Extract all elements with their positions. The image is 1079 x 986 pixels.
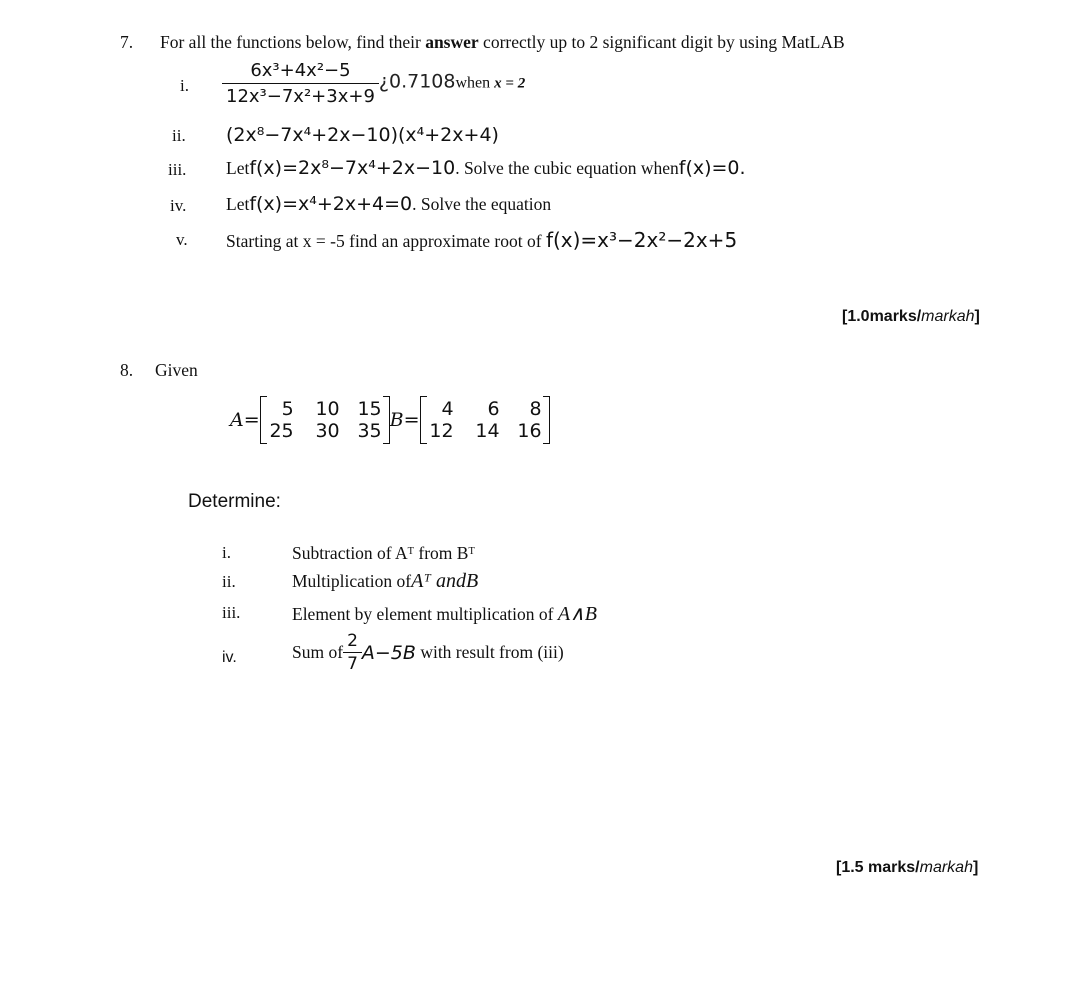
q8-item-iii-text (292, 601, 597, 626)
q7-item-v-text (226, 228, 737, 252)
q7-item-iv-let: Let (226, 194, 250, 214)
q8-matrix-a-cell: 15 (357, 398, 382, 420)
q7-item-iii-label: iii. (168, 160, 187, 179)
q8-item-iv-frac-num: 2 (347, 631, 358, 651)
q8-matrix-b-cell: 12 (429, 420, 454, 442)
q8-item-iii-label: iii. (222, 603, 241, 622)
q7-item-iii-function: f(x)=2x⁸−7x⁴+2x−10 (249, 157, 456, 179)
q8-matrix-b-cell: 16 (517, 420, 542, 442)
q8-number: 8. (120, 360, 134, 380)
q8-given: Given (155, 360, 198, 380)
q7-marks-bold: [1.0marks/ (842, 308, 922, 325)
q7-item-i-when: when (455, 74, 495, 92)
q8-matrix-b-cell: 14 (475, 420, 500, 442)
q7-item-iv-post: . Solve the equation (412, 194, 552, 214)
q7-item-i-value: ¿0.7108 (378, 70, 456, 93)
q7-item-v-label: v. (176, 230, 188, 249)
q8-item-ii-text (292, 570, 478, 593)
q8-marks-end: ] (972, 859, 979, 876)
q8-matrix-b-label: B= (389, 409, 420, 431)
q7-intro-post: correctly up to 2 significant digit by using MatLAB (478, 32, 845, 52)
q7-item-i-label: i. (180, 76, 189, 95)
q7-number: 7. (120, 32, 134, 52)
q7-item-iii-text (226, 157, 746, 179)
q8-marks (836, 859, 978, 877)
q8-matrix-a (260, 396, 390, 444)
q8-matrix-b (420, 396, 550, 444)
q8-item-iv-label: iv. (222, 649, 237, 666)
q8-item-iv-math: A−5B (361, 641, 416, 664)
q7-item-iv-text (226, 193, 551, 215)
q8-matrices (230, 396, 550, 444)
q8-matrix-a-cell: 10 (315, 398, 340, 420)
q8-item-iv-post: with result from (iii) (415, 642, 564, 662)
q8-item-iv-pre: Sum of (292, 642, 344, 662)
q8-matrix-a-cell: 30 (315, 420, 340, 442)
q8-matrix-b-cell: 4 (441, 398, 454, 420)
q8-matrix-b-cell: 8 (529, 398, 542, 420)
q8-item-iv-frac-den: 7 (343, 652, 362, 673)
q7-marks (842, 308, 980, 326)
q8-determine: Determine: (188, 491, 281, 512)
q8-marks-italic: markah (919, 859, 973, 876)
q8-item-i-text: Subtraction of Aᵀ from Bᵀ (292, 543, 475, 563)
q7-item-iv-function: f(x)=x⁴+2x+4=0 (249, 193, 413, 215)
q7-item-i-denominator: 12x³−7x²+3x+9 (222, 83, 379, 107)
q7-intro-pre: For all the functions below, find their (160, 32, 426, 52)
q7-item-i-numerator: 6x³+4x²−5 (250, 60, 351, 81)
q7-intro (160, 32, 845, 53)
q8-matrix-b-cell: 6 (487, 398, 500, 420)
q8-marks-bold: [1.5 marks/ (836, 859, 920, 876)
q7-item-iii-let: Let (226, 158, 250, 178)
q8-item-iv-text (292, 632, 564, 673)
q7-marks-end: ] (974, 308, 980, 325)
q7-intro-bold: answer (425, 32, 479, 52)
q8-matrix-a-cell: 5 (281, 398, 294, 420)
q7-item-iv-label: iv. (170, 196, 187, 215)
q7-item-i-fraction (222, 60, 379, 107)
q7-item-i-expression (222, 60, 525, 107)
q8-matrix-a-label: A= (230, 409, 260, 431)
q8-item-ii-label: ii. (222, 572, 236, 591)
q8-matrix-a-cell: 25 (269, 420, 294, 442)
q8-item-i-label: i. (222, 543, 231, 562)
q8-item-ii-math: Aᵀ andB (411, 570, 479, 592)
q7-item-iii-condition: f(x)=0. (678, 157, 746, 179)
q8-item-iii-lead: Element by element multiplication of (292, 604, 558, 624)
q8-item-iv-fraction (343, 632, 362, 673)
q8-item-iii-math: A∧B (557, 603, 597, 625)
q7-item-v-function: f(x)=x³−2x²−2x+5 (545, 228, 738, 252)
q7-item-ii-label: ii. (172, 126, 186, 145)
q7-item-i-condition: x = 2 (494, 75, 526, 92)
q7-item-v-lead: Starting at x = -5 find an approximate root of (226, 231, 546, 251)
q8-item-ii-lead: Multiplication of (292, 571, 412, 591)
q7-marks-italic: markah (921, 308, 975, 325)
q7-item-iii-post: . Solve the cubic equation when (455, 158, 679, 178)
q7-item-ii-expression: (2x⁸−7x⁴+2x−10)(x⁴+2x+4) (226, 124, 499, 146)
q8-matrix-a-cell: 35 (357, 420, 382, 442)
